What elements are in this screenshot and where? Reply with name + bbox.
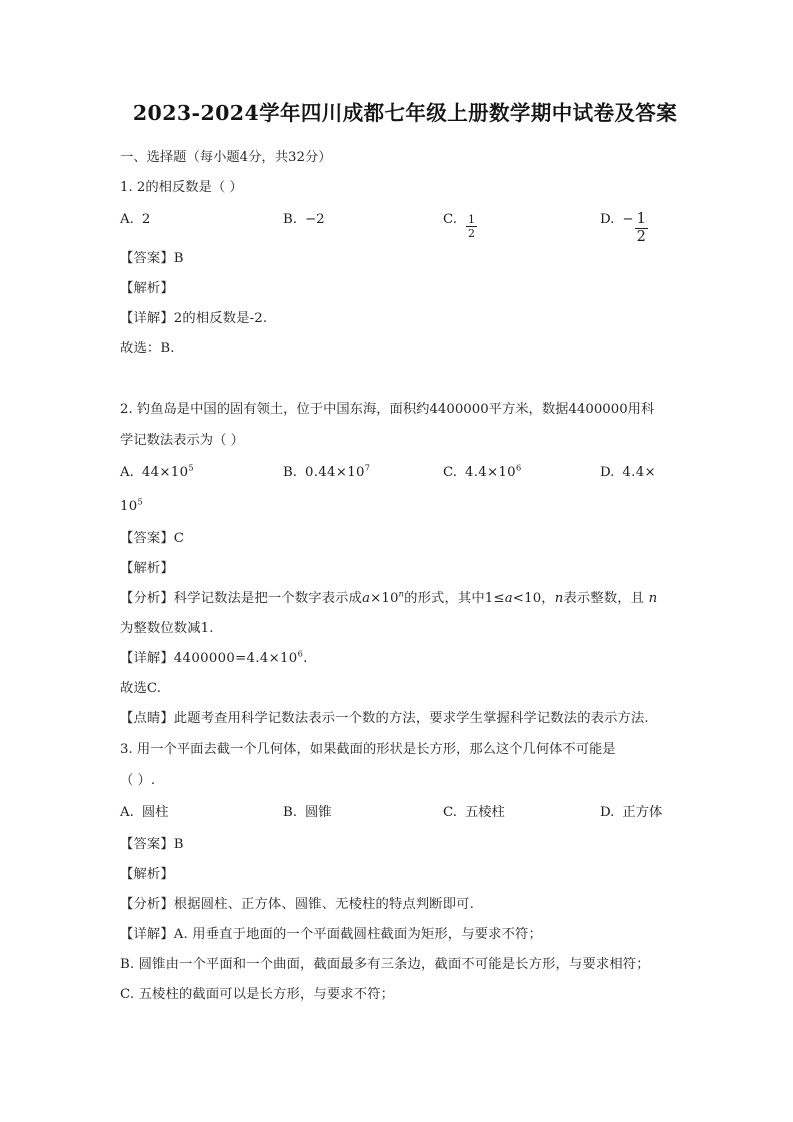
detail-label: 【详解】 [120,651,174,666]
option-label-b: B. [283,805,297,820]
analysis-text-a: 科学记数法是把一个数字表示成 [173,591,363,606]
answer-value: B [173,837,184,852]
option-label-c: C. [443,805,457,820]
question-2-detail [120,644,690,674]
question-3-options [120,796,690,830]
highlight-text: 此题考查用科学记数法表示一个数的方法，要求学生掌握科学记数法的表示方法. [173,711,649,726]
analysis-text-c: <10， [512,591,555,606]
question-2-option-d-wrap [120,490,690,524]
analysis-label: 【分析】 [120,591,174,606]
option-c-value: 五棱柱 [464,805,505,820]
answer-value: B [173,251,184,266]
question-2-conclusion: 故选C. [120,681,162,696]
analysis-exponent-n: n [398,588,405,599]
analysis-variable-a: a [362,591,371,606]
option-d-wrap-value: $10^5$ [120,496,144,514]
question-2-options [120,456,690,490]
question-1-detail [120,304,690,334]
option-label-b: B. [283,465,297,480]
question-1-number: 1. [120,180,133,195]
option-label-a: A. [120,805,134,820]
question-2-analysis-line1 [120,584,690,614]
question-3-number: 3. [120,742,133,757]
option-label-a: A. [120,212,134,227]
option-b-exponent: 7 [364,462,371,473]
question-3-detail-c: C. 五棱柱的截面可以是长方形，与要求不符； [120,987,395,1002]
question-3-option-c[interactable] [443,796,600,830]
detail-label: 【详解】 [120,927,174,942]
detail-text: 2的相反数是-2. [173,311,268,326]
section-heading: 一、选择题（每小题4分，共32分） [120,150,332,165]
question-3-stem-line2: （ ）. [120,773,156,788]
option-b-value: 圆锥 [305,805,332,820]
option-label-a: A. [120,465,134,480]
option-d-value: 4.4× [622,465,656,480]
option-a-exponent: 5 [188,462,194,473]
question-1-option-a[interactable] [120,203,283,244]
question-1-option-b[interactable] [283,203,443,244]
option-c-exponent: 6 [515,462,522,473]
analysis-variable-n2: n [648,591,658,606]
question-1-option-d[interactable] [600,203,649,244]
option-b-value: −2 [305,212,325,227]
question-1-analysis-header: 【解析】 [120,281,174,296]
question-2-stem-line2: 学记数法表示为（ ） [120,433,244,448]
analysis-label: 【分析】 [120,897,174,912]
option-label-c: C. [443,212,457,227]
analysis-text: 根据圆柱、正方体、圆锥、无棱柱的特点判断即可. [173,897,475,912]
option-c-fraction [466,214,477,239]
analysis-text-b: 的形式，其中1≤ [404,591,505,606]
question-2-analysis-header: 【解析】 [120,561,174,576]
paragraph-gap [120,364,690,394]
option-b-value: $0.44\times 10^7$ [305,462,371,480]
answer-label: 【答案】 [120,251,174,266]
question-3-detail-b: B. 圆锥由一个平面和一个曲面，截面最多有三条边，截面不可能是长方形，与要求相符； [120,957,650,972]
option-label-b: B. [283,212,297,227]
option-d-fraction [635,212,648,244]
question-3-analysis [120,890,690,920]
question-1-conclusion: 故选：B. [120,341,175,356]
question-2-text-line1: 钓鱼岛是中国的固有领土，位于中国东海，面积约4400000平方米，数据4400000用科 [136,402,655,417]
question-3-text-line1: 用一个平面去截一个几何体，如果截面的形状是长方形，那么这个几何体不可能是 [136,742,616,757]
question-2-option-c[interactable] [443,456,600,490]
page-title: 2023-2024学年四川成都七年级上册数学期中试卷及答案 [132,101,678,125]
analysis-text-d: 表示整数，且 [563,591,645,606]
option-label-d: D. [600,465,615,480]
question-2-number: 2. [120,402,133,417]
option-label-d: D. [600,805,615,820]
question-2-option-d[interactable] [600,456,656,490]
answer-label: 【答案】 [120,837,174,852]
question-3-option-b[interactable] [283,796,443,830]
question-1-option-c[interactable] [443,203,600,244]
question-1-stem [120,172,690,203]
highlight-label: 【点睛】 [120,711,174,726]
question-2-answer [120,524,690,554]
question-3-option-a[interactable] [120,796,283,830]
question-1-text: 2的相反数是（ ） [136,180,243,195]
fraction-denominator: 2 [636,228,646,245]
option-label-c: C. [443,465,457,480]
question-3-analysis-header: 【解析】 [120,867,174,882]
question-3-answer [120,830,690,860]
analysis-times: ×10 [370,591,399,606]
option-d-value: 正方体 [622,805,663,820]
option-a-value: $44\times 10^5$ [141,462,194,480]
question-2-option-a[interactable] [120,456,283,490]
question-3-option-d[interactable] [600,796,662,830]
detail-expression: $4400000=4.4\times 10^6$. [173,648,308,666]
detail-exponent: 6 [297,648,304,659]
option-d-sign: − [622,212,634,227]
question-3-stem [120,734,690,765]
analysis-variable-a2: a [504,591,513,606]
fraction-numerator: 1 [636,211,646,227]
option-c-value: $4.4\times 10^6$ [464,462,522,480]
analysis-variable-n: n [554,591,564,606]
option-a-value: 圆柱 [141,805,169,820]
option-d-exponent: 5 [137,496,144,507]
answer-label: 【答案】 [120,531,174,546]
question-2-option-b[interactable] [283,456,443,490]
detail-option-a: A. 用垂直于地面的一个平面截圆柱截面为矩形，与要求不符； [173,927,542,942]
detail-label: 【详解】 [120,311,174,326]
option-a-value: 2 [141,212,151,227]
fraction-numerator: 1 [467,213,475,226]
question-2-highlight [120,704,690,734]
answer-value: C [173,531,185,546]
question-2-stem [120,394,690,425]
question-1-answer [120,244,690,274]
question-1-options [120,203,690,244]
fraction-denominator: 2 [467,227,475,240]
question-3-detail-a [120,920,690,950]
option-label-d: D. [600,212,615,227]
question-2-analysis-line2: 为整数位数减1. [120,621,214,636]
